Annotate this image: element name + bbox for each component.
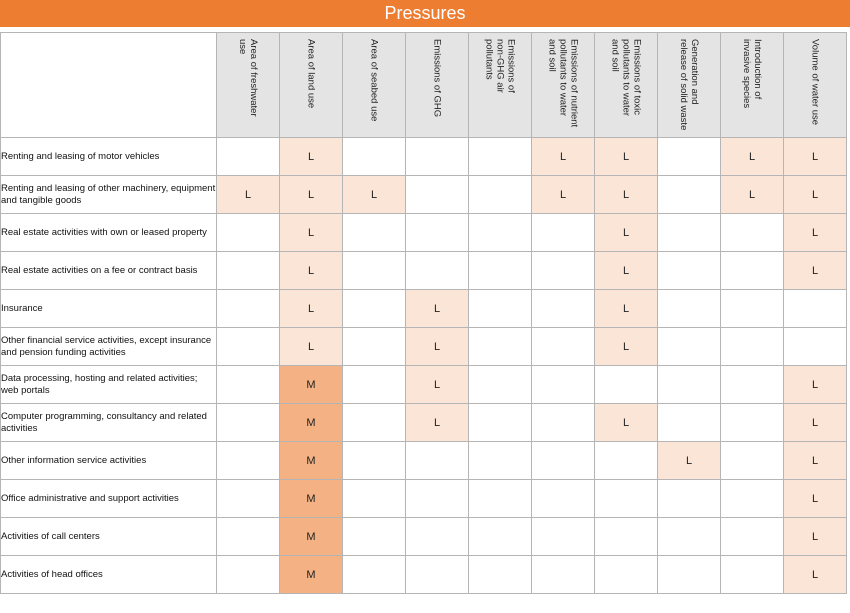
column-header-line: Volume of water use: [809, 39, 821, 126]
empty-cell: [343, 252, 406, 290]
empty-cell: [343, 480, 406, 518]
pressure-level-cell: L: [343, 176, 406, 214]
empty-cell: [595, 366, 658, 404]
column-header-line: non-GHG air: [494, 39, 506, 93]
column-header-label: [547, 39, 580, 127]
row-label: Computer programming, consultancy and related activities: [1, 404, 217, 442]
pressure-level-cell: M: [280, 404, 343, 442]
empty-cell: [469, 442, 532, 480]
pressure-level-cell: L: [595, 252, 658, 290]
table-row: [1, 290, 847, 328]
empty-cell: [532, 404, 595, 442]
row-label: Insurance: [1, 290, 217, 328]
table-row: [1, 138, 847, 176]
row-label: Activities of call centers: [1, 518, 217, 556]
empty-cell: [343, 556, 406, 594]
table-row: [1, 556, 847, 594]
row-label: Real estate activities on a fee or contract basis: [1, 252, 217, 290]
empty-cell: [658, 366, 721, 404]
column-header-label: [369, 39, 380, 121]
pressure-level-cell: M: [280, 556, 343, 594]
empty-cell: [217, 442, 280, 480]
empty-cell: [469, 290, 532, 328]
column-header-line: and soil: [609, 39, 621, 72]
table-row: [1, 176, 847, 214]
empty-cell: [784, 328, 847, 366]
empty-cell: [532, 442, 595, 480]
empty-cell: [406, 214, 469, 252]
empty-cell: [658, 518, 721, 556]
column-header: [595, 33, 658, 138]
column-header-line: Emissions of toxic: [631, 39, 643, 116]
pressure-level-cell: L: [280, 138, 343, 176]
empty-cell: [469, 328, 532, 366]
column-header-line: Emissions of nutrient: [568, 39, 580, 128]
empty-cell: [658, 404, 721, 442]
empty-cell: [658, 328, 721, 366]
column-header-label: [237, 39, 259, 117]
column-header-row: [1, 33, 847, 138]
empty-cell: [532, 480, 595, 518]
empty-cell: [343, 366, 406, 404]
pressure-level-cell: L: [784, 366, 847, 404]
pressure-level-cell: L: [280, 328, 343, 366]
empty-cell: [343, 290, 406, 328]
empty-cell: [658, 556, 721, 594]
empty-cell: [343, 518, 406, 556]
column-header-line: pollutants to water: [557, 39, 569, 117]
pressure-level-cell: L: [595, 404, 658, 442]
column-header-line: and soil: [546, 39, 558, 72]
empty-cell: [532, 556, 595, 594]
pressure-level-cell: L: [406, 366, 469, 404]
empty-cell: [469, 366, 532, 404]
pressure-level-cell: L: [532, 176, 595, 214]
pressure-level-cell: L: [280, 290, 343, 328]
column-header-line: Generation and: [689, 39, 700, 105]
column-header: [721, 33, 784, 138]
empty-cell: [406, 518, 469, 556]
empty-cell: [217, 518, 280, 556]
empty-cell: [343, 404, 406, 442]
empty-cell: [217, 138, 280, 176]
empty-cell: [406, 442, 469, 480]
column-header-line: Emissions of GHG: [431, 39, 443, 118]
column-header: [217, 33, 280, 138]
pressure-level-cell: L: [595, 138, 658, 176]
pressure-level-cell: L: [595, 328, 658, 366]
column-header: [280, 33, 343, 138]
table-row: [1, 404, 847, 442]
empty-cell: [217, 328, 280, 366]
empty-cell: [595, 442, 658, 480]
empty-cell: [721, 252, 784, 290]
pressure-level-cell: L: [784, 480, 847, 518]
table-row: [1, 328, 847, 366]
empty-cell: [595, 556, 658, 594]
empty-cell: [469, 518, 532, 556]
empty-cell: [658, 480, 721, 518]
empty-cell: [532, 214, 595, 252]
column-header: [469, 33, 532, 138]
row-label: Data processing, hosting and related activities; web portals: [1, 366, 217, 404]
empty-cell: [217, 480, 280, 518]
pressure-level-cell: M: [280, 366, 343, 404]
pressure-level-cell: L: [784, 556, 847, 594]
column-header: [406, 33, 469, 138]
empty-cell: [217, 252, 280, 290]
empty-cell: [658, 214, 721, 252]
column-header-line: pollutants to water: [620, 39, 632, 117]
empty-cell: [784, 290, 847, 328]
empty-cell: [532, 366, 595, 404]
pressure-level-cell: L: [784, 214, 847, 252]
pressure-matrix-table: [0, 32, 847, 594]
pressure-level-cell: L: [595, 176, 658, 214]
column-header-line: invasive species: [741, 39, 752, 109]
pressure-level-cell: L: [406, 328, 469, 366]
empty-cell: [532, 252, 595, 290]
pressures-banner: Pressures: [0, 0, 850, 27]
empty-cell: [658, 290, 721, 328]
column-header-label: [610, 39, 643, 116]
empty-cell: [721, 556, 784, 594]
empty-cell: [595, 518, 658, 556]
pressure-level-cell: L: [406, 404, 469, 442]
pressure-level-cell: L: [280, 176, 343, 214]
pressure-level-cell: L: [784, 176, 847, 214]
empty-cell: [721, 366, 784, 404]
column-header-line: pollutants: [483, 39, 495, 80]
column-header-label: [484, 39, 517, 93]
pressure-level-cell: L: [784, 404, 847, 442]
row-label: Other information service activities: [1, 442, 217, 480]
empty-cell: [721, 290, 784, 328]
pressure-level-cell: M: [280, 518, 343, 556]
empty-cell: [469, 480, 532, 518]
table-row: [1, 518, 847, 556]
empty-cell: [406, 252, 469, 290]
empty-cell: [217, 556, 280, 594]
column-header: [784, 33, 847, 138]
empty-cell: [406, 480, 469, 518]
empty-cell: [343, 328, 406, 366]
column-header-label: [741, 39, 763, 108]
table-row: [1, 366, 847, 404]
empty-cell: [469, 252, 532, 290]
pressure-level-cell: L: [280, 252, 343, 290]
column-header-label: [810, 39, 821, 125]
empty-cell: [217, 366, 280, 404]
empty-cell: [532, 518, 595, 556]
empty-cell: [469, 404, 532, 442]
empty-cell: [217, 214, 280, 252]
column-header-line: Area of freshwater: [248, 39, 259, 117]
pressure-level-cell: L: [784, 138, 847, 176]
empty-cell: [469, 138, 532, 176]
empty-cell: [343, 138, 406, 176]
empty-cell: [343, 442, 406, 480]
column-header-label: [678, 39, 700, 130]
empty-cell: [406, 556, 469, 594]
empty-cell: [658, 138, 721, 176]
pressure-level-cell: L: [595, 214, 658, 252]
empty-cell: [217, 404, 280, 442]
empty-cell: [469, 214, 532, 252]
empty-cell: [721, 328, 784, 366]
pressure-level-cell: L: [532, 138, 595, 176]
empty-cell: [217, 290, 280, 328]
empty-cell: [343, 214, 406, 252]
row-label: Activities of head offices: [1, 556, 217, 594]
empty-cell: [721, 518, 784, 556]
empty-cell: [721, 404, 784, 442]
table-row: [1, 480, 847, 518]
pressure-level-cell: L: [721, 176, 784, 214]
table-row: [1, 252, 847, 290]
pressure-level-cell: M: [280, 442, 343, 480]
column-header: [658, 33, 721, 138]
pressure-level-cell: M: [280, 480, 343, 518]
empty-cell: [721, 480, 784, 518]
row-label: Renting and leasing of motor vehicles: [1, 138, 217, 176]
column-header-line: Area of seabed use: [368, 39, 380, 122]
column-header-label: [432, 39, 443, 117]
row-label: Other financial service activities, except insurance and pension funding activities: [1, 328, 217, 366]
table-row: [1, 214, 847, 252]
column-header-line: Emissions of: [505, 39, 517, 93]
pressure-level-cell: L: [406, 290, 469, 328]
empty-cell: [469, 556, 532, 594]
column-header-label: [306, 39, 317, 108]
pressure-level-cell: L: [721, 138, 784, 176]
pressure-level-cell: L: [784, 442, 847, 480]
empty-cell: [532, 290, 595, 328]
row-label: Office administrative and support activities: [1, 480, 217, 518]
pressure-level-cell: L: [595, 290, 658, 328]
column-header: [343, 33, 406, 138]
pressure-level-cell: L: [217, 176, 280, 214]
empty-cell: [406, 176, 469, 214]
row-label: Real estate activities with own or leased property: [1, 214, 217, 252]
column-header-line: use: [237, 39, 248, 55]
pressure-level-cell: L: [784, 252, 847, 290]
empty-cell: [532, 328, 595, 366]
pressure-level-cell: L: [658, 442, 721, 480]
pressure-level-cell: L: [784, 518, 847, 556]
empty-cell: [595, 480, 658, 518]
empty-cell: [721, 442, 784, 480]
column-header-line: Area of land use: [305, 39, 317, 109]
table-corner: [1, 33, 217, 138]
pressure-level-cell: L: [280, 214, 343, 252]
column-header-line: Introduction of: [752, 39, 763, 100]
empty-cell: [406, 138, 469, 176]
empty-cell: [721, 214, 784, 252]
empty-cell: [658, 176, 721, 214]
row-label: Renting and leasing of other machinery, equipment and tangible goods: [1, 176, 217, 214]
column-header: [532, 33, 595, 138]
table-body: [1, 138, 847, 594]
column-header-line: release of solid waste: [678, 39, 689, 131]
table-row: [1, 442, 847, 480]
empty-cell: [469, 176, 532, 214]
empty-cell: [658, 252, 721, 290]
